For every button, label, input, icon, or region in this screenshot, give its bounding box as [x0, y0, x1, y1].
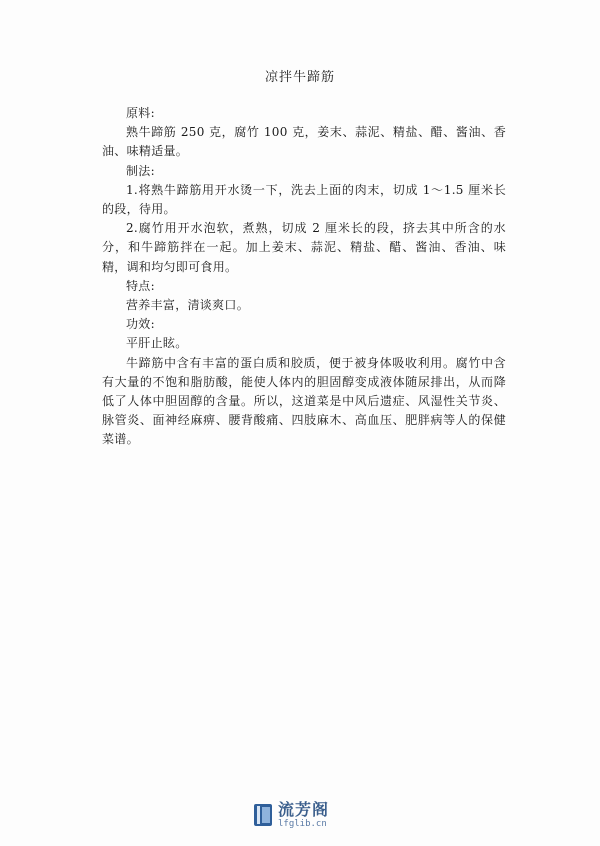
document-body	[102, 104, 506, 450]
section-heading-effects: 功效:	[126, 317, 155, 332]
document-title: 凉拌牛蹄筋	[264, 70, 335, 85]
watermark-logo	[254, 800, 329, 830]
method-step-2: 2.腐竹用开水泡软，煮熟，切成 2 厘米长的段，挤去其中所含的水分，和牛蹄筋拌在一起。加上姜末、蒜泥、精盐、醋、酱油、香油、味精，调和均匀即可食用。	[102, 221, 506, 274]
ingredients-text: 熟牛蹄筋 250 克，腐竹 100 克，姜末、蒜泥、精盐、醋、酱油、香油、味精适量。	[102, 125, 506, 159]
section-heading-ingredients: 原料:	[126, 106, 155, 120]
method-step-1: 1.将熟牛蹄筋用开水烫一下，洗去上面的肉末，切成 1～1.5 厘米长的段，待用。	[102, 182, 506, 217]
section-heading-features: 特点:	[126, 278, 155, 293]
effects-text: 平肝止眩。	[126, 336, 188, 351]
features-text: 营养丰富，清谈爽口。	[126, 298, 250, 313]
book-icon	[254, 802, 272, 828]
logo-url: lfglib.cn	[278, 818, 327, 829]
section-heading-method: 制法:	[126, 163, 155, 178]
explanation-paragraph: 牛蹄筋中含有丰富的蛋白质和胶质，便于被身体吸收利用。腐竹中含有大量的不饱和脂肪酸，能使人体内的胆固醇变成液体随尿排出，从而降低了人体中胆固醇的含量。所以，这道菜是中风后遗症、风湿性关节炎、脉管炎、面神经麻痹、腰背酸痛、四肢麻木、高血压、肥胖病等人的保健菜谱。	[102, 355, 506, 447]
logo-name: 流芳阁	[278, 799, 330, 819]
